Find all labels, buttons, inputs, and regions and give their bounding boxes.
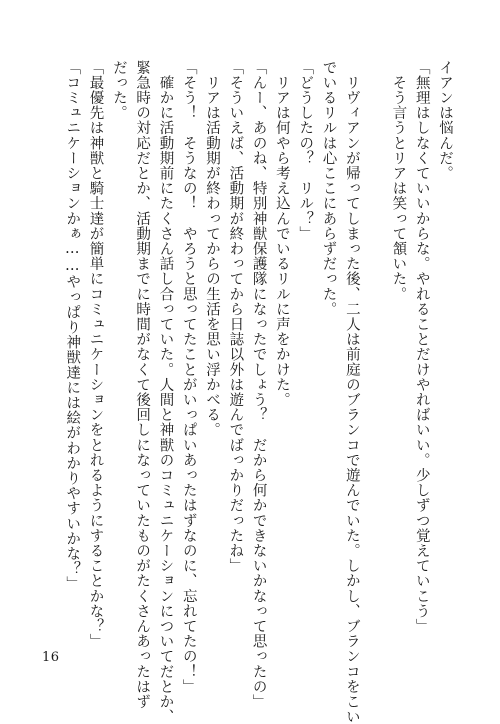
text-line-16: 「最優先は神獣と騎士達が簡単にコミュニケーションをとれるようにすることかな？」 xyxy=(87,60,104,649)
text-line-7: 「どうしたの？ リル？」 xyxy=(297,60,314,242)
text-line-15: だった。 xyxy=(110,60,127,121)
text-line-13: 確かに活動期前にたくさん話し合っていた。人間と神獣のコミュニケーションについてだとか、 xyxy=(157,60,174,724)
text-line-1: イアンは悩んだ。 xyxy=(437,60,453,181)
text-line-11: リアは活動期が終わってからの生活を思い浮かべる。 xyxy=(204,60,221,438)
text-line-14: 緊急時の対応だとか、活動期までに時間がなくて後回しになっていたものがたくさんあったはず xyxy=(134,60,151,710)
text-line-3: そう言うとリアは笑って頷いた。 xyxy=(390,60,407,302)
text-line-5: リヴィアンが帰ってしまった後、二人は前庭のブランコで遊んでいた。しかし、ブランコをこい xyxy=(343,60,360,724)
text-line-10: 「そういえば、活動期が終わってから日誌以外は遊んでばっかりだったね」 xyxy=(227,60,244,574)
text-line-12: 「そう！ そうなの！ やろうと思ってたことがいっぱいあったはずなのに、忘れてたの！」 xyxy=(180,60,197,695)
page-number: 16 xyxy=(42,650,60,665)
vertical-text-body xyxy=(60,60,456,724)
text-line-6: でいるリルは心ここにあらずだった。 xyxy=(320,60,337,317)
text-line-blank xyxy=(363,60,386,650)
text-line-8: リアは何やら考え込んでいるリルに声をかけた。 xyxy=(273,60,290,408)
text-line-17: 「コミュニケーションかぁ……やっぱり神獣達には絵がわかりやすいかな？」 xyxy=(64,60,81,592)
text-line-2: 「無理はしなくていいからな。やれることだけやればいい。少しずつ覚えていこう」 xyxy=(413,60,430,634)
text-line-9: 「んー、あのね、特別神獣保護隊になったでしょう？ だから何かできないかなって思ったの」 xyxy=(250,60,267,710)
